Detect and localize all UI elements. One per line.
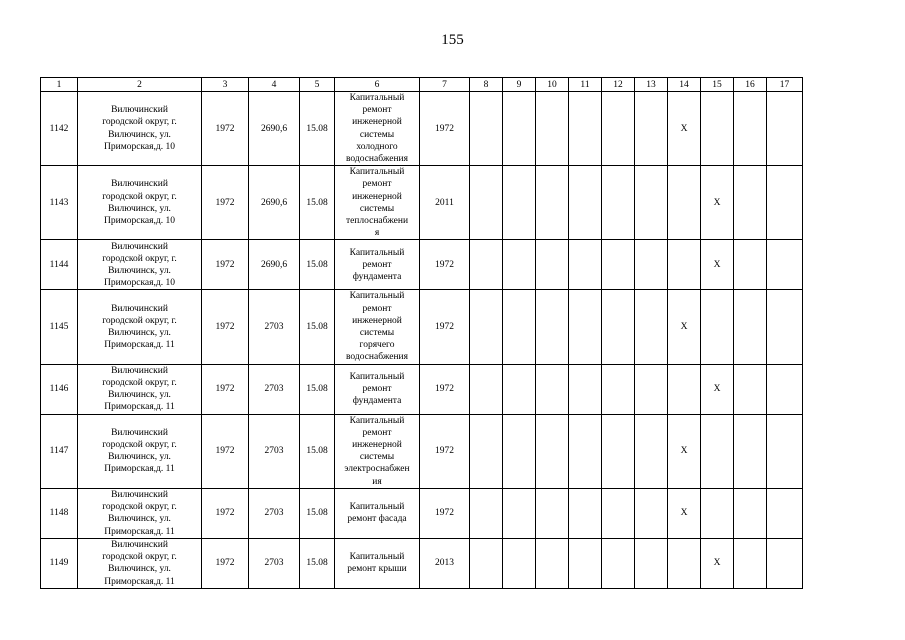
- date-cell: 15.08: [300, 414, 335, 488]
- area-cell: 2690,6: [249, 92, 300, 166]
- date-cell: 15.08: [300, 364, 335, 414]
- column-header: 12: [602, 78, 635, 92]
- column-header: 4: [249, 78, 300, 92]
- empty-cell: [602, 538, 635, 588]
- repair-year-cell: 1972: [420, 290, 470, 364]
- column-header: 9: [503, 78, 536, 92]
- date-cell: 15.08: [300, 240, 335, 290]
- row-number-cell: 1147: [41, 414, 78, 488]
- empty-cell: [536, 488, 569, 538]
- repair-year-cell: 2011: [420, 166, 470, 240]
- date-cell: 15.08: [300, 166, 335, 240]
- address-cell: Вилючинский городской округ, г. Вилючинск, ул. Приморская,д. 11: [78, 290, 202, 364]
- column-header: 8: [470, 78, 503, 92]
- empty-cell: [602, 166, 635, 240]
- empty-cell: [569, 538, 602, 588]
- empty-cell: [602, 92, 635, 166]
- empty-cell: [503, 538, 536, 588]
- area-cell: 2690,6: [249, 240, 300, 290]
- empty-cell: [701, 414, 734, 488]
- address-cell: Вилючинский городской округ, г. Вилючинск, ул. Приморская,д. 10: [78, 166, 202, 240]
- column-header: 2: [78, 78, 202, 92]
- build-year-cell: 1972: [202, 538, 249, 588]
- mark-cell: X: [701, 364, 734, 414]
- empty-cell: [470, 240, 503, 290]
- repair-year-cell: 1972: [420, 240, 470, 290]
- empty-cell: [569, 488, 602, 538]
- build-year-cell: 1972: [202, 488, 249, 538]
- address-cell: Вилючинский городской округ, г. Вилючинск, ул. Приморская,д. 11: [78, 538, 202, 588]
- page-number: 155: [441, 32, 464, 48]
- area-cell: 2703: [249, 290, 300, 364]
- empty-cell: [767, 364, 803, 414]
- empty-cell: [536, 290, 569, 364]
- empty-cell: [569, 414, 602, 488]
- mark-cell: X: [701, 240, 734, 290]
- register-table: [40, 77, 803, 589]
- address-cell: Вилючинский городской округ, г. Вилючинск, ул. Приморская,д. 11: [78, 414, 202, 488]
- empty-cell: [569, 92, 602, 166]
- empty-cell: [503, 290, 536, 364]
- date-cell: 15.08: [300, 290, 335, 364]
- empty-cell: [569, 166, 602, 240]
- work-type-cell: Капитальный ремонт инженерной системы горячего водоснабжения: [335, 290, 420, 364]
- empty-cell: [536, 538, 569, 588]
- repair-year-cell: 1972: [420, 488, 470, 538]
- empty-cell: [767, 290, 803, 364]
- empty-cell: [635, 92, 668, 166]
- empty-cell: [503, 240, 536, 290]
- empty-cell: [602, 414, 635, 488]
- empty-cell: [701, 488, 734, 538]
- table-row: [41, 364, 803, 414]
- row-number-cell: 1148: [41, 488, 78, 538]
- table-row: [41, 92, 803, 166]
- empty-cell: [503, 364, 536, 414]
- empty-cell: [602, 290, 635, 364]
- column-header: 7: [420, 78, 470, 92]
- empty-cell: [734, 414, 767, 488]
- empty-cell: [734, 364, 767, 414]
- work-type-cell: Капитальный ремонт крыши: [335, 538, 420, 588]
- empty-cell: [569, 364, 602, 414]
- repair-year-cell: 1972: [420, 364, 470, 414]
- empty-cell: [734, 166, 767, 240]
- column-header: 6: [335, 78, 420, 92]
- empty-cell: [734, 538, 767, 588]
- empty-cell: [635, 538, 668, 588]
- build-year-cell: 1972: [202, 92, 249, 166]
- column-header: 3: [202, 78, 249, 92]
- table-row: [41, 166, 803, 240]
- row-number-cell: 1145: [41, 290, 78, 364]
- date-cell: 15.08: [300, 92, 335, 166]
- empty-cell: [470, 488, 503, 538]
- empty-cell: [470, 166, 503, 240]
- empty-cell: [734, 290, 767, 364]
- table-row: [41, 538, 803, 588]
- empty-cell: [701, 290, 734, 364]
- work-type-cell: Капитальный ремонт инженерной системы теплоснабжени я: [335, 166, 420, 240]
- empty-cell: [635, 166, 668, 240]
- area-cell: 2690,6: [249, 166, 300, 240]
- address-cell: Вилючинский городской округ, г. Вилючинск, ул. Приморская,д. 10: [78, 92, 202, 166]
- row-number-cell: 1149: [41, 538, 78, 588]
- work-type-cell: Капитальный ремонт инженерной системы электроснабжен ия: [335, 414, 420, 488]
- empty-cell: [668, 166, 701, 240]
- empty-cell: [734, 92, 767, 166]
- work-type-cell: Капитальный ремонт инженерной системы холодного водоснабжения: [335, 92, 420, 166]
- empty-cell: [635, 488, 668, 538]
- work-type-cell: Капитальный ремонт фасада: [335, 488, 420, 538]
- empty-cell: [602, 364, 635, 414]
- empty-cell: [668, 240, 701, 290]
- table-row: [41, 240, 803, 290]
- empty-cell: [470, 364, 503, 414]
- build-year-cell: 1972: [202, 364, 249, 414]
- area-cell: 2703: [249, 488, 300, 538]
- column-header: 11: [569, 78, 602, 92]
- column-header: 14: [668, 78, 701, 92]
- mark-cell: X: [668, 92, 701, 166]
- row-number-cell: 1144: [41, 240, 78, 290]
- empty-cell: [503, 488, 536, 538]
- empty-cell: [503, 414, 536, 488]
- address-cell: Вилючинский городской округ, г. Вилючинск, ул. Приморская,д. 11: [78, 488, 202, 538]
- address-cell: Вилючинский городской округ, г. Вилючинск, ул. Приморская,д. 10: [78, 240, 202, 290]
- column-header: 5: [300, 78, 335, 92]
- table-header-row: [41, 78, 803, 92]
- work-type-cell: Капитальный ремонт фундамента: [335, 240, 420, 290]
- repair-year-cell: 2013: [420, 538, 470, 588]
- empty-cell: [503, 166, 536, 240]
- table-row: [41, 488, 803, 538]
- column-header: 10: [536, 78, 569, 92]
- mark-cell: X: [668, 488, 701, 538]
- empty-cell: [602, 240, 635, 290]
- empty-cell: [734, 488, 767, 538]
- empty-cell: [635, 290, 668, 364]
- empty-cell: [536, 240, 569, 290]
- column-header: 13: [635, 78, 668, 92]
- empty-cell: [569, 290, 602, 364]
- date-cell: 15.08: [300, 538, 335, 588]
- empty-cell: [470, 538, 503, 588]
- empty-cell: [767, 538, 803, 588]
- empty-cell: [635, 364, 668, 414]
- repair-year-cell: 1972: [420, 92, 470, 166]
- empty-cell: [734, 240, 767, 290]
- build-year-cell: 1972: [202, 240, 249, 290]
- empty-cell: [767, 488, 803, 538]
- empty-cell: [470, 414, 503, 488]
- table-body: [41, 78, 803, 589]
- area-cell: 2703: [249, 414, 300, 488]
- empty-cell: [668, 364, 701, 414]
- row-number-cell: 1142: [41, 92, 78, 166]
- column-header: 16: [734, 78, 767, 92]
- build-year-cell: 1972: [202, 166, 249, 240]
- empty-cell: [470, 290, 503, 364]
- build-year-cell: 1972: [202, 290, 249, 364]
- mark-cell: X: [668, 414, 701, 488]
- column-header: 15: [701, 78, 734, 92]
- empty-cell: [668, 538, 701, 588]
- column-header: 1: [41, 78, 78, 92]
- mark-cell: X: [701, 538, 734, 588]
- empty-cell: [470, 92, 503, 166]
- table-row: [41, 290, 803, 364]
- build-year-cell: 1972: [202, 414, 249, 488]
- column-header: 17: [767, 78, 803, 92]
- empty-cell: [635, 240, 668, 290]
- empty-cell: [767, 414, 803, 488]
- empty-cell: [569, 240, 602, 290]
- area-cell: 2703: [249, 538, 300, 588]
- repair-year-cell: 1972: [420, 414, 470, 488]
- row-number-cell: 1143: [41, 166, 78, 240]
- work-type-cell: Капитальный ремонт фундамента: [335, 364, 420, 414]
- area-cell: 2703: [249, 364, 300, 414]
- empty-cell: [536, 364, 569, 414]
- empty-cell: [536, 166, 569, 240]
- empty-cell: [602, 488, 635, 538]
- empty-cell: [635, 414, 668, 488]
- empty-cell: [767, 240, 803, 290]
- address-cell: Вилючинский городской округ, г. Вилючинск, ул. Приморская,д. 11: [78, 364, 202, 414]
- empty-cell: [701, 92, 734, 166]
- empty-cell: [767, 92, 803, 166]
- mark-cell: X: [668, 290, 701, 364]
- empty-cell: [503, 92, 536, 166]
- row-number-cell: 1146: [41, 364, 78, 414]
- empty-cell: [767, 166, 803, 240]
- empty-cell: [536, 414, 569, 488]
- mark-cell: X: [701, 166, 734, 240]
- date-cell: 15.08: [300, 488, 335, 538]
- empty-cell: [536, 92, 569, 166]
- table-row: [41, 414, 803, 488]
